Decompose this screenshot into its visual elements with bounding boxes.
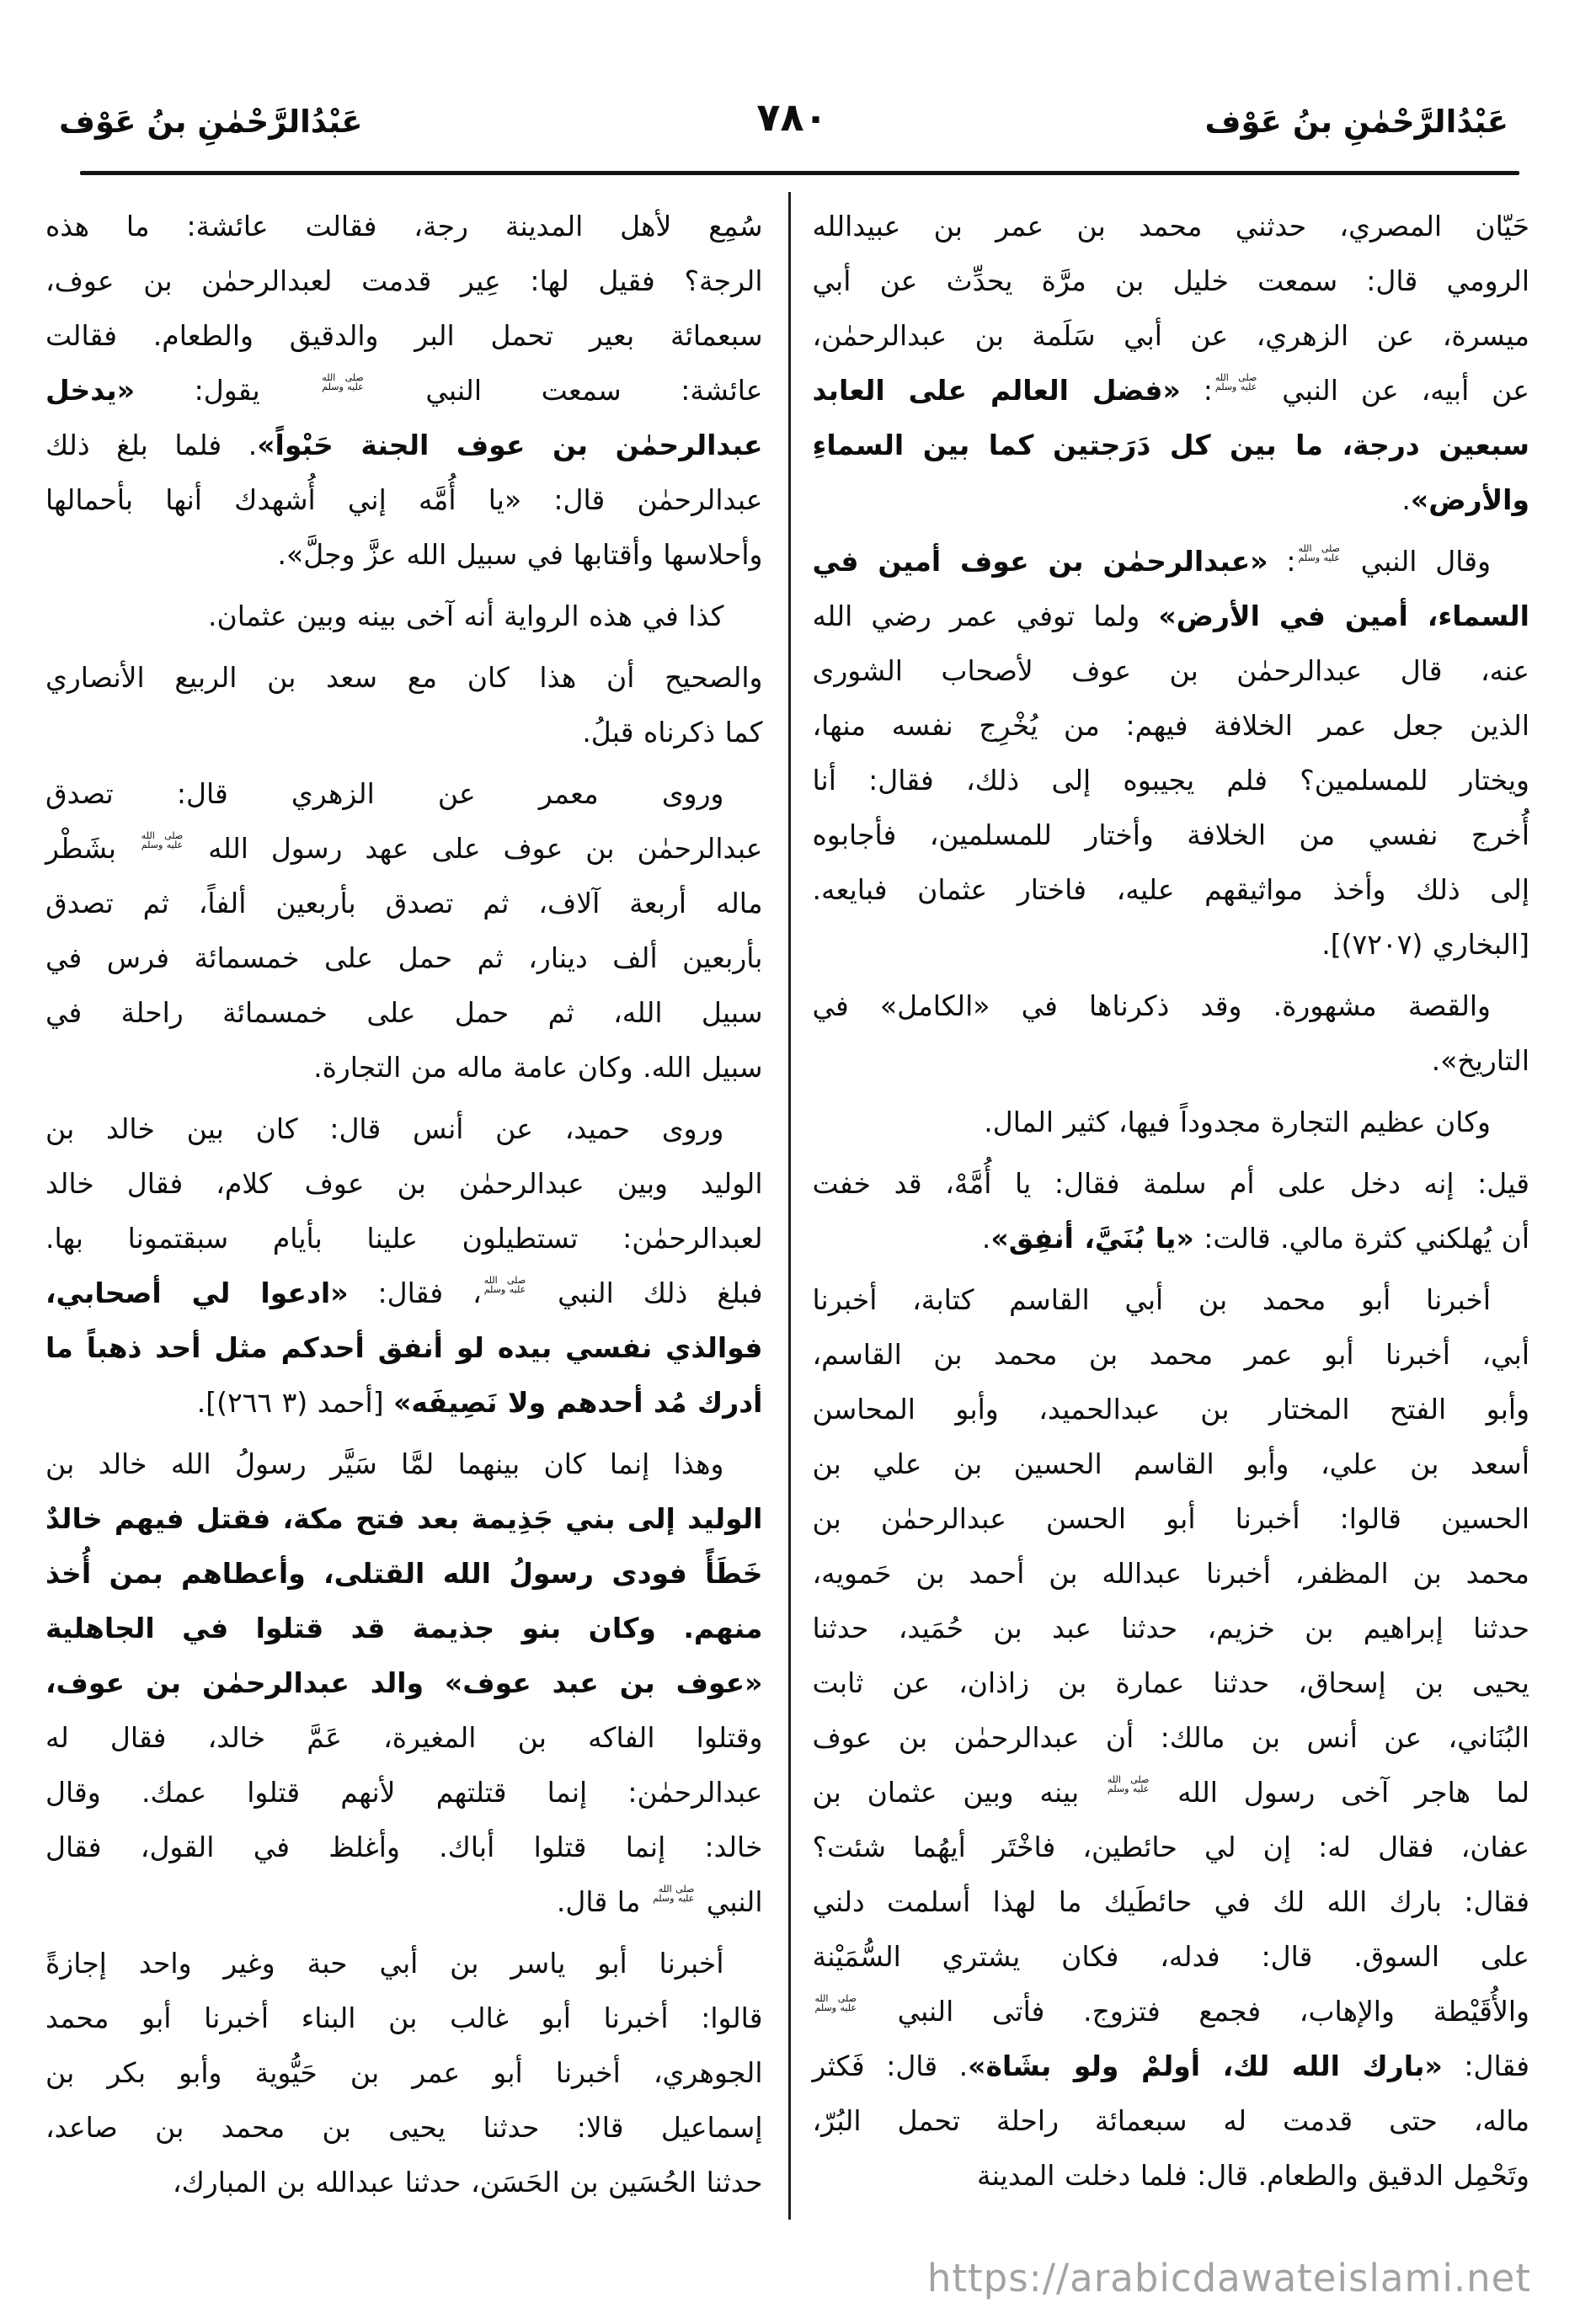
text-line: عبدالرحمٰن بن عوف على عهد رسول الله صلى الله عليه وسلم بشَطْر (45, 829, 763, 865)
page-header (59, 94, 1508, 140)
text-line: لما هاجر آخى رسول الله صلى الله عليه وسلم بينه وبين عثمان بن (812, 1773, 1529, 1809)
text-line: يحيى بن إسحاق، حدثنا عمارة بن زاذان، عن ثابت (812, 1666, 1529, 1699)
text-line: ويختار للمسلمين؟ فلم يجيبوه إلى ذلك، فقال: أنا (812, 764, 1529, 797)
text-line: عبدالرحمٰن بن عوف الجنة حَبْواً». فلما بلغ ذلك (45, 429, 763, 461)
text-line: لعبدالرحمٰن: تستطيلون علينا بأيام سبقتمونا بها. (45, 1222, 763, 1255)
running-title-right: عَبْدُالرَّحْمٰنِ بنُ عَوْف (1204, 104, 1508, 140)
prophet-salutation-glyph: صلى الله عليه وسلم (814, 1992, 857, 2013)
text-line: وأحلاسها وأقتابها في سبيل الله عزَّ وجلَّ». (277, 538, 763, 571)
text-line: الوليد إلى بني جَذِيمة بعد فتح مكة، فقتل فيهم خالدٌ (45, 1502, 763, 1535)
text-line: خَطَأً فودى رسولُ الله القتلى، وأعطاهم بمن أُخذ (45, 1557, 763, 1590)
page-number: ٧٨٠ (756, 94, 828, 140)
prophet-salutation-glyph: صلى الله عليه وسلم (322, 371, 364, 392)
text-line: التاريخ». (1431, 1044, 1529, 1077)
text-line: سبعين درجة، ما بين كل دَرَجتين كما بين السماءِ (812, 429, 1529, 461)
text-line: إلى ذلك وأخذ مواثيقهم عليه، فاختار عثمان فبايعه. (812, 873, 1529, 906)
text-line: سُمِع لأهل المدينة رجة، فقالت عائشة: ما هذه (45, 210, 763, 243)
paragraph (45, 1101, 763, 1430)
text-line: أن يُهلكني كثرة مالي. قالت: «يا بُنَيَّ، أنفِق». (981, 1222, 1529, 1255)
text-line: حدثنا إبراهيم بن خزيم، حدثنا عبد بن حُمَيد، حدثنا (812, 1612, 1529, 1644)
text-line: والأرض». (1401, 483, 1529, 516)
text-line: خالد: إنما قتلوا أباك. وأغلظ في القول، فقال (45, 1831, 763, 1863)
text-line: محمد بن المظفر، أخبرنا عبدالله بن أحمد بن حَمويه، (812, 1557, 1529, 1590)
text-line: أبي، أخبرنا أبو عمر محمد بن محمد بن القاسم، (812, 1338, 1529, 1371)
prophet-salutation-glyph: صلى الله عليه وسلم (652, 1883, 695, 1904)
text-line: على السوق. قال: فدله، فكان يشتري السُّمَيْنة (812, 1940, 1529, 1973)
text-line: عنه، قال عبدالرحمٰن بن عوف لأصحاب الشورى (812, 654, 1529, 687)
text-line: ميسرة، عن الزهري، عن أبي سَلَمة بن عبدالرحمٰن، (812, 319, 1529, 352)
text-line: الوليد وبين عبدالرحمٰن بن عوف كلام، فقال خالد (45, 1167, 763, 1200)
text-line: سبيل الله. وكان عامة ماله من التجارة. (313, 1051, 763, 1084)
paragraph (813, 534, 1530, 972)
text-line: عن أبيه، عن النبي صلى الله عليه وسلم : «فضل العالم على العابد (812, 371, 1529, 407)
watermark-url: https://arabicdawateislami.net (926, 2256, 1531, 2300)
text-line: فبلغ ذلك النبي صلى الله عليه وسلم ، فقال: «ادعوا لي أصحابي، (45, 1274, 763, 1309)
text-line: أُخرج نفسي من الخلافة وأختار للمسلمين، فأجابوه (812, 818, 1529, 851)
running-title-left: عَبْدُالرَّحْمٰنِ بنُ عَوْف (59, 104, 363, 140)
text-line: حدثنا الحُسَين بن الحَسَن، حدثنا عبدالله بن المبارك، (172, 2166, 763, 2199)
text-line: السماء، أمين في الأرض» ولما توفي عمر رضي الله (812, 600, 1529, 632)
prophet-salutation-glyph: صلى الله عليه وسلم (1298, 542, 1340, 563)
prophet-salutation-glyph: صلى الله عليه وسلم (1107, 1773, 1150, 1794)
prophet-salutation-glyph: صلى الله عليه وسلم (483, 1274, 526, 1295)
paragraph (813, 199, 1530, 527)
text-line: سبعمائة بعير تحمل البر والدقيق والطعام. فقالت (45, 319, 763, 352)
column-divider (788, 192, 791, 2220)
text-line: وكان عظيم التجارة مجدوداً فيها، كثير المال. (984, 1106, 1491, 1138)
text-line: النبي صلى الله عليه وسلم ما قال. (556, 1883, 763, 1918)
text-line: وروى معمر عن الزهري قال: تصدق (45, 777, 724, 810)
text-line: وأبو الفتح المختار بن عبدالحميد، وأبو المحاسن (812, 1393, 1529, 1426)
text-line: فوالذي نفسي بيده لو أنفق أحدكم مثل أحد ذهباً ما (45, 1331, 763, 1364)
paragraph (45, 199, 763, 582)
text-line: «عوف بن عبد عوف» والد عبدالرحمٰن بن عوف، (45, 1666, 763, 1699)
text-line: ماله أربعة آلاف، ثم تصدق بأربعين ألفاً، ثم تصدق (45, 887, 763, 919)
paragraph (813, 978, 1530, 1088)
paragraph (45, 589, 763, 643)
text-line: الرجة؟ فقيل لها: عِير قدمت لعبدالرحمٰن بن عوف، (45, 264, 763, 297)
prophet-salutation-glyph: صلى الله عليه وسلم (1214, 371, 1257, 392)
text-line: فقال: «بارك الله لك، أولمْ ولو بشَاة». قال: فَكثر (812, 2049, 1530, 2082)
column-right (791, 192, 1540, 2209)
text-line: قالوا: أخبرنا أبو غالب بن البناء أخبرنا أبو محمد (45, 2002, 763, 2034)
text-line: وروى حميد، عن أنس قال: كان بين خالد بن (45, 1112, 724, 1145)
paragraph (45, 1437, 763, 1929)
paragraph (813, 1095, 1530, 1149)
text-line: أسعد بن علي، وأبو القاسم الحسين بن علي بن (812, 1447, 1529, 1480)
text-line: وتَحْمِل الدقيق والطعام. قال: فلما دخلت المدينة (977, 2159, 1529, 2192)
text-line: عائشة: سمعت النبي صلى الله عليه وسلم يقول: «يدخل (45, 371, 763, 407)
paragraph (45, 1936, 763, 2209)
text-line: كما ذكرناه قبلُ. (582, 716, 763, 749)
text-line: والصحيح أن هذا كان مع سعد بن الربيع الأنصاري (45, 661, 763, 694)
text-line: كذا في هذه الرواية أنه آخى بينه وبين عثمان. (208, 600, 724, 632)
paragraph (45, 766, 763, 1095)
text-line: فقال: بارك الله لك في حائطَيك ما لهذا أسلمت دلني (812, 1885, 1529, 1918)
text-line: عبدالرحمٰن: إنما قتلتهم لأنهم قتلوا عمك. وقال (45, 1776, 763, 1809)
paragraph (813, 1156, 1530, 1266)
text-line: أخبرنا أبو ياسر بن أبي حبة وغير واحد إجازةً (45, 1947, 724, 1980)
text-line: إسماعيل قالا: حدثنا يحيى بن محمد بن صاعد، (45, 2111, 763, 2144)
paragraph (813, 1272, 1530, 2203)
text-line: حَيّان المصري، حدثني محمد بن عمر بن عبيدالله (812, 210, 1529, 243)
text-line: قيل: إنه دخل على أم سلمة فقال: يا أُمَّهْ، قد خفت (812, 1167, 1529, 1200)
text-line: الجوهري، أخبرنا أبو عمر بن حَيُّوية وأبو بكر بن (45, 2056, 763, 2089)
text-line: عفان، فقال له: إن لي حائطين، فاخْتَر أيهُما شئت؟ (812, 1831, 1529, 1863)
text-line: أخبرنا أبو محمد بن أبي القاسم كتابة، أخبرنا (812, 1283, 1491, 1316)
text-line: الحسين قالوا: أخبرنا أبو الحسن عبدالرحمٰن بن (812, 1502, 1529, 1535)
text-line: والقصة مشهورة. وقد ذكرناها في «الكامل» في (812, 989, 1491, 1022)
prophet-salutation-glyph: صلى الله عليه وسلم (141, 829, 184, 850)
column-left (40, 192, 788, 2216)
text-line: وقال النبي صلى الله عليه وسلم : «عبدالرحمٰن بن عوف أمين في (812, 542, 1492, 578)
text-body (40, 192, 1540, 2220)
text-line: الرومي قال: سمعت خليل بن مرَّة يحدِّث عن أبي (812, 264, 1529, 297)
text-line: منهم. وكان بنو جذيمة قد قتلوا في الجاهلية (45, 1612, 763, 1644)
text-line: وقتلوا الفاكه بن المغيرة، عَمَّ خالد، فقال له (45, 1721, 763, 1754)
text-line: [البخاري (٧٢٠٧)]. (1321, 928, 1529, 961)
header-rule (80, 171, 1519, 175)
text-line: الذين جعل عمر الخلافة فيهم: من يُخْرِج نفسه منها، (812, 709, 1529, 742)
text-line: والأُقَيْطة والإهاب، فجمع فتزوج. فأتى النبي صلى الله عليه وسلم (814, 1992, 1529, 2028)
text-line: بأربعين ألف دينار، ثم حمل على خمسمائة فرس في (45, 941, 763, 974)
text-line: ماله، حتى قدمت له سبعمائة راحلة تحمل البُرّ، (812, 2104, 1529, 2137)
text-line: سبيل الله، ثم حمل على خمسمائة راحلة في (45, 996, 763, 1029)
text-line: عبدالرحمٰن قال: «يا أُمَّه إني أُشهدك أنها بأحمالها (45, 483, 763, 516)
paragraph (45, 650, 763, 760)
text-line: وهذا إنما كان بينهما لمَّا سَيَّر رسولُ الله خالد بن (45, 1447, 724, 1480)
text-line: البُنَاني، عن أنس بن مالك: أن عبدالرحمٰن بن عوف (812, 1721, 1529, 1754)
text-line: أدرك مُد أحدهم ولا نَصِيفَه» [أحمد (٣ ٢٦٦)]. (196, 1386, 763, 1419)
